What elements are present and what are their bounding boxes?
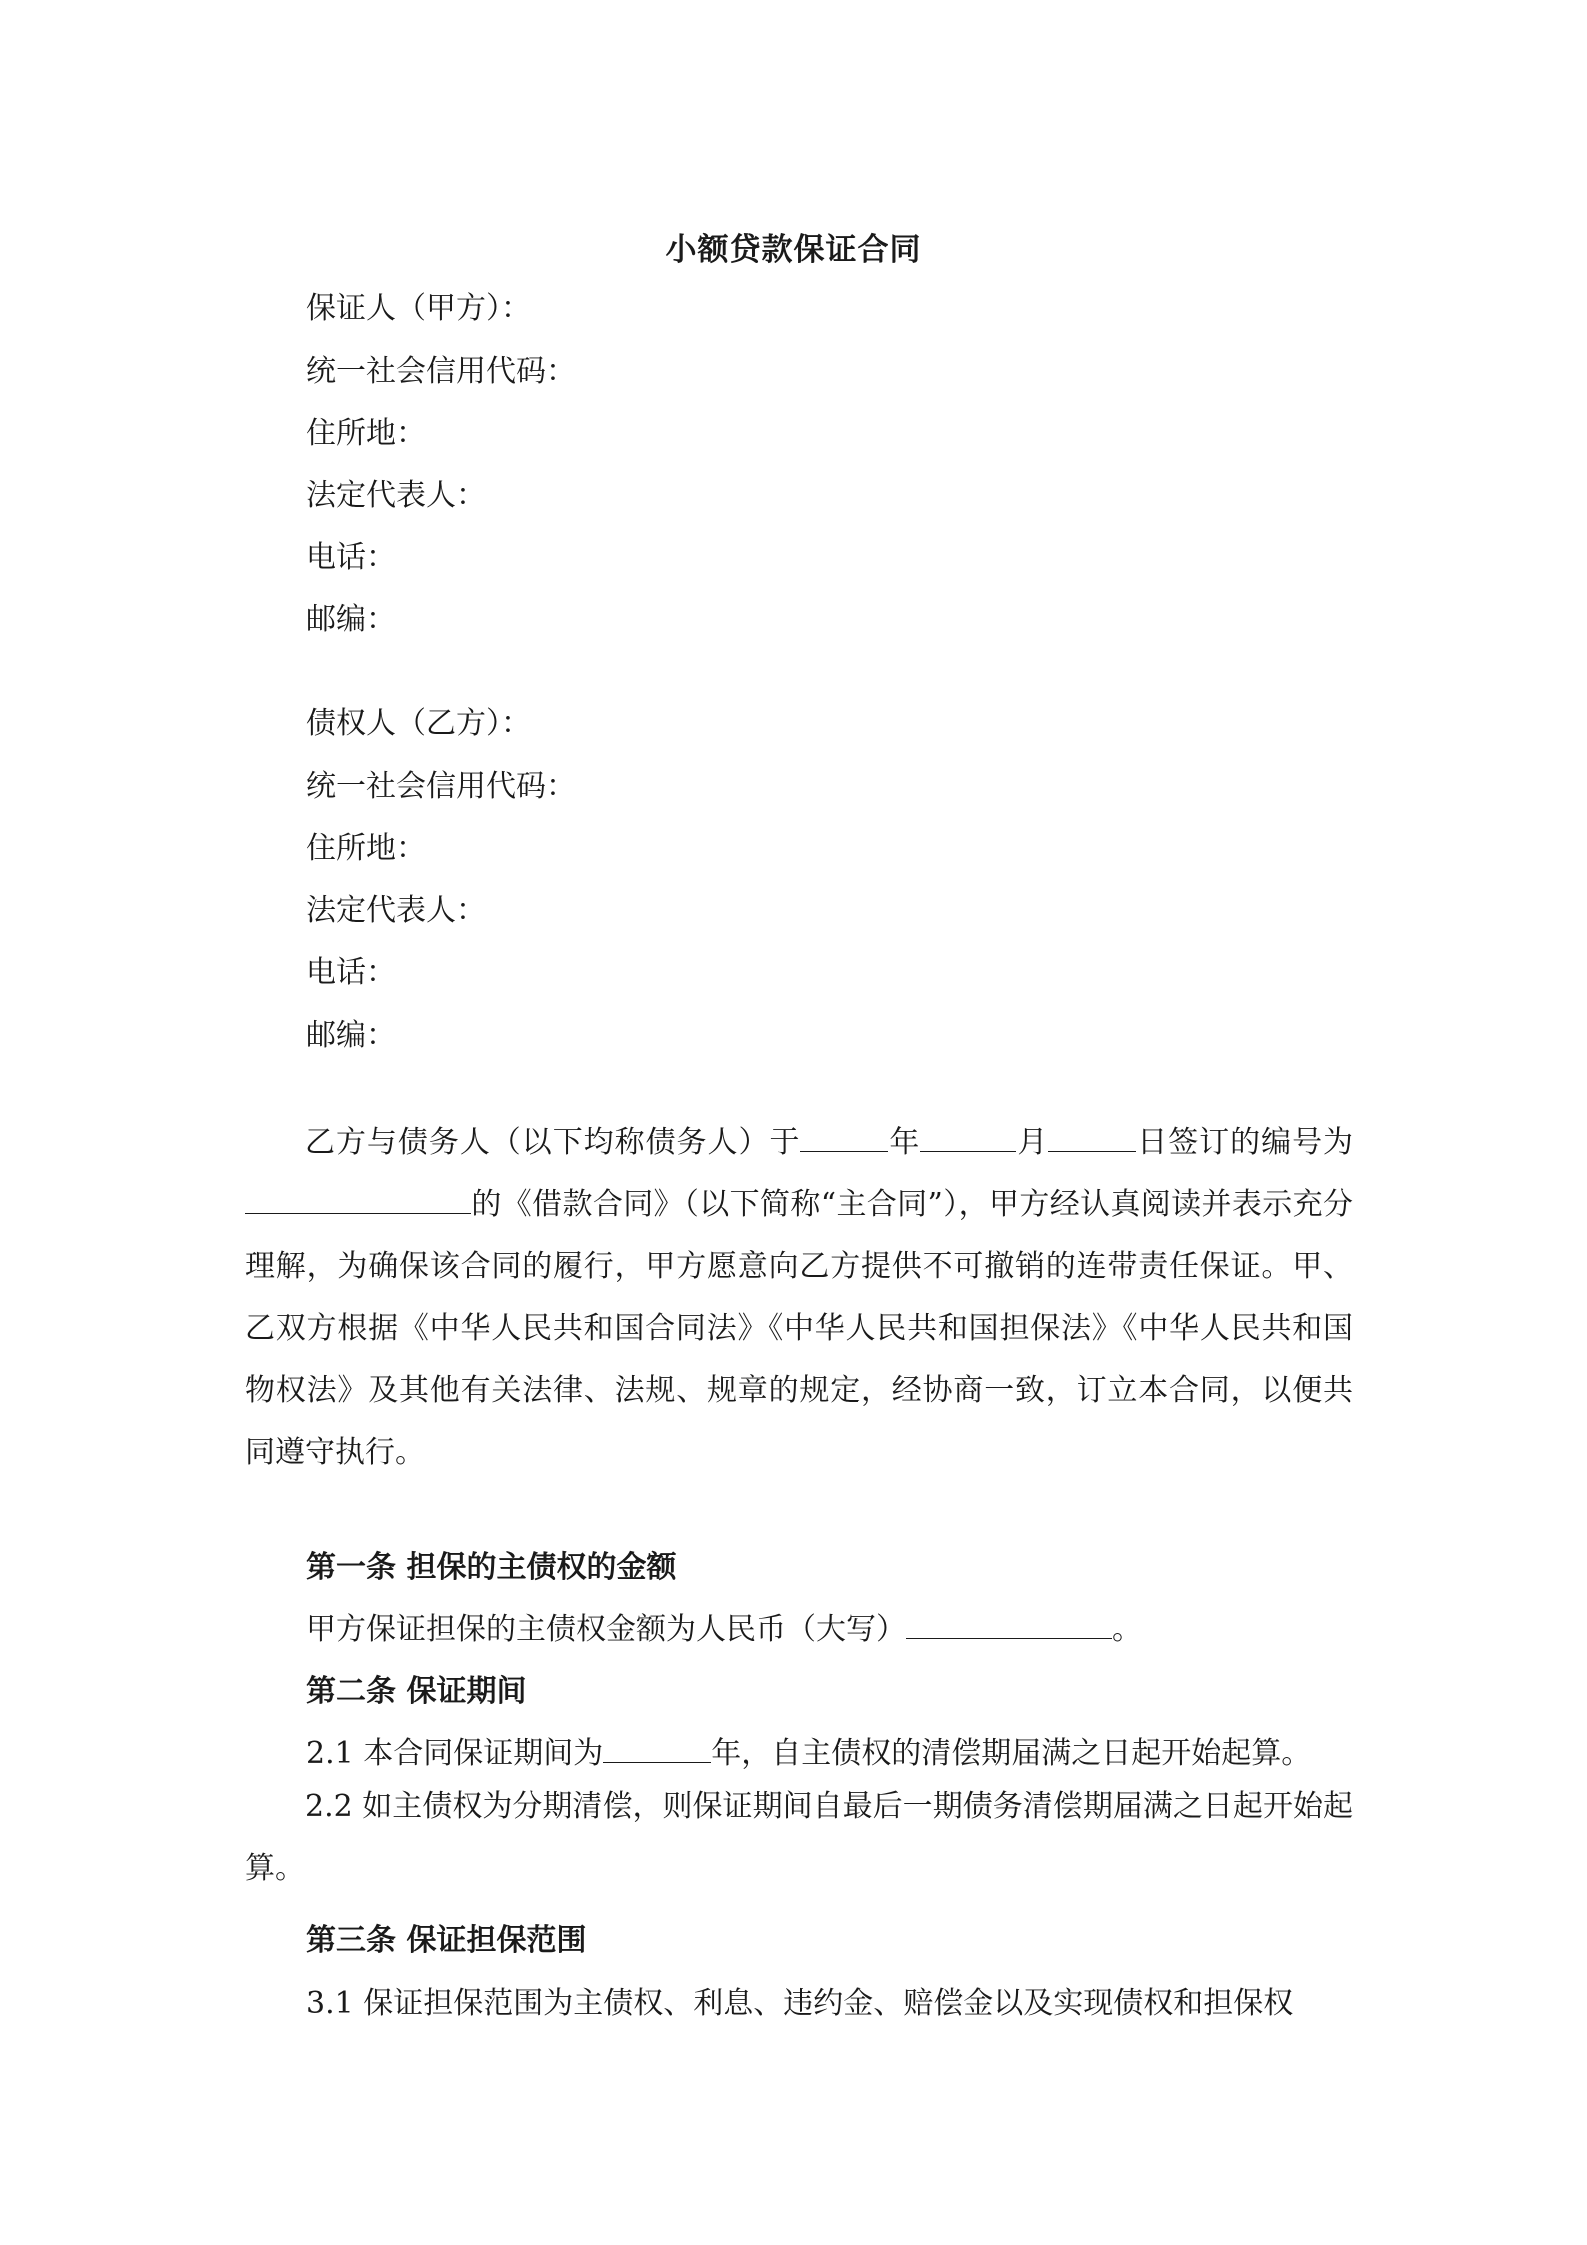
party-a-address: 住所地： — [306, 416, 426, 451]
article-1-text-end: 。 — [1112, 1612, 1142, 1647]
article-3-clause-1: 3.1 保证担保范围为主债权、利息、违约金、赔偿金以及实现债权和担保权 — [306, 1986, 1294, 2021]
article-2-clause-2: 2.2 如主债权为分期清偿，则保证期间自最后一期债务清偿期届满之日起开始起算。 — [245, 1789, 1353, 1886]
article-2-heading: 第二条 保证期间 — [306, 1674, 527, 1709]
document-title: 小额贷款保证合同 — [665, 232, 922, 268]
blank-guarantee-years — [603, 1734, 711, 1763]
party-a-phone: 电话： — [306, 540, 396, 575]
preamble-month: 月 — [1016, 1125, 1049, 1160]
party-b-label: 债权人（乙方）： — [306, 706, 531, 741]
article-3-heading: 第三条 保证担保范围 — [306, 1923, 587, 1958]
preamble-year: 年 — [888, 1125, 921, 1160]
preamble-text-1: 乙方与债务人（以下均称债务人）于 — [305, 1125, 801, 1160]
blank-day — [1048, 1123, 1136, 1152]
party-a-postcode: 邮编： — [306, 602, 396, 637]
preamble-text-3: 的《借款合同》（以下简称“主合同”），甲方经认真阅读并表示充分理解，为确保该合同的履行，甲方愿意向乙方提供不可撤销的连带责任保证。甲、乙双方根据《中华人民共和国合同法》《中华人民共和国担保法》《中华人民共和国物权法》及其他有关法律、法规、规章的规定，经协商一致，订立本合同，以便共同遵守执行。 — [245, 1187, 1353, 1470]
blank-month — [920, 1123, 1016, 1152]
article-2-clause-1 — [306, 1728, 1311, 1772]
party-b-credit-code: 统一社会信用代码： — [306, 769, 576, 804]
blank-amount — [906, 1610, 1112, 1639]
article-2-clause-1-a: 2.1 本合同保证期间为 — [306, 1736, 604, 1771]
article-1-text-body: 甲方保证担保的主债权金额为人民币（大写） — [306, 1612, 906, 1647]
article-1-heading: 第一条 担保的主债权的金额 — [306, 1550, 677, 1585]
party-b-postcode: 邮编： — [306, 1018, 396, 1053]
article-1-text — [306, 1604, 1142, 1648]
party-a-legal-rep: 法定代表人： — [306, 478, 486, 513]
party-b-phone: 电话： — [306, 955, 396, 990]
party-b-address: 住所地： — [306, 831, 426, 866]
article-2-clause-1-b: 年，自主债权的清偿期届满之日起开始起算。 — [711, 1736, 1312, 1771]
party-a-credit-code: 统一社会信用代码： — [306, 354, 576, 389]
blank-contract-number — [245, 1185, 471, 1214]
blank-year — [800, 1123, 888, 1152]
preamble-text-2: 日签订的编号为 — [1136, 1125, 1354, 1160]
preamble-paragraph — [245, 1112, 1353, 1484]
party-a-label: 保证人（甲方）： — [306, 291, 531, 326]
party-b-legal-rep: 法定代表人： — [306, 893, 486, 928]
